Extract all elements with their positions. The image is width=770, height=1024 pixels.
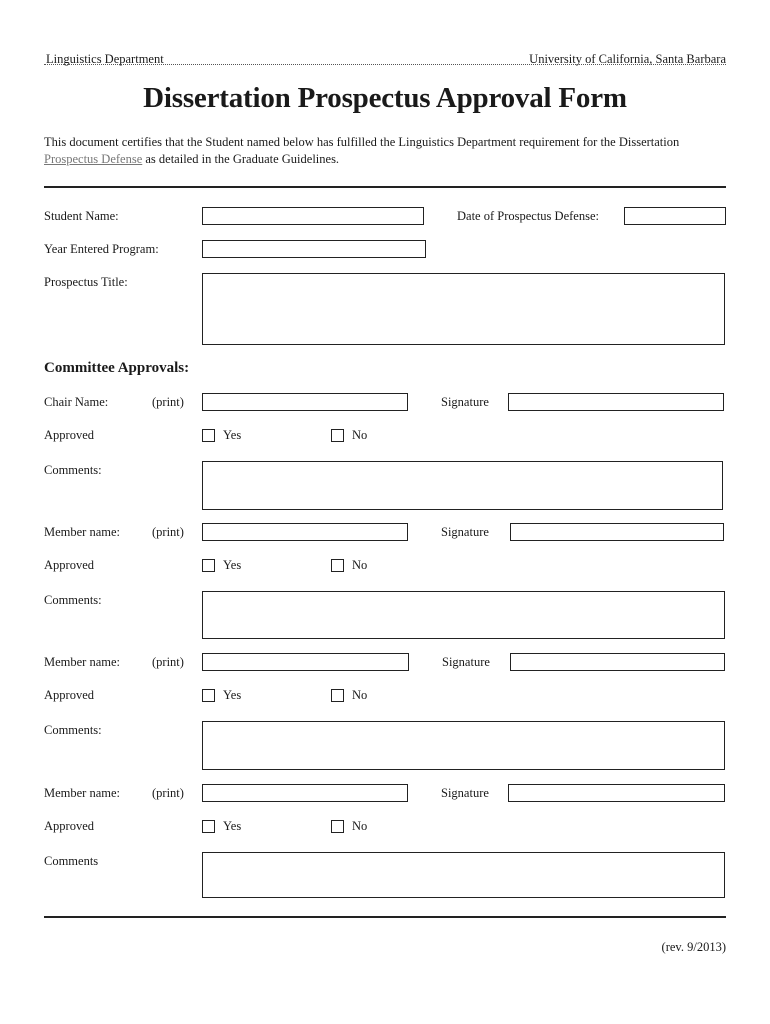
approved-label: Approved — [44, 558, 94, 572]
member-name-field[interactable] — [202, 393, 408, 411]
member-name-field[interactable] — [202, 653, 409, 671]
comments-field[interactable] — [202, 591, 725, 639]
year-entered-label: Year Entered Program: — [44, 242, 159, 256]
student-name-label: Student Name: — [44, 209, 119, 223]
signature-label: Signature — [441, 786, 489, 800]
comments-label: Comments: — [44, 593, 102, 607]
comments-label: Comments: — [44, 463, 102, 477]
approved-label: Approved — [44, 688, 94, 702]
approved-yes-checkbox[interactable] — [202, 429, 215, 442]
approved-yes-checkbox[interactable] — [202, 689, 215, 702]
yes-label: Yes — [223, 688, 242, 702]
approved-yes-checkbox[interactable] — [202, 559, 215, 572]
print-label: (print) — [152, 786, 184, 800]
comments-field[interactable] — [202, 721, 725, 770]
intro-text-before: This document certifies that the Student named below has fulfilled the Linguistics Department requirement for the Dissertation — [44, 135, 680, 149]
signature-field[interactable] — [510, 523, 724, 541]
revision-note: (rev. 9/2013) — [661, 940, 726, 954]
approved-no-checkbox[interactable] — [331, 559, 344, 572]
intro-text-after: as detailed in the Graduate Guidelines. — [142, 152, 340, 166]
comments-field[interactable] — [202, 852, 725, 898]
no-label: No — [352, 428, 368, 442]
yes-label: Yes — [223, 558, 242, 572]
committee-approvals-heading: Committee Approvals: — [44, 360, 190, 376]
member-name-label: Member name: — [44, 786, 121, 800]
no-label: No — [352, 688, 368, 702]
no-label: No — [352, 558, 368, 572]
defense-date-label: Date of Prospectus Defense: — [457, 209, 599, 223]
no-label: No — [352, 819, 368, 833]
student-name-field[interactable] — [202, 207, 424, 225]
member-name-field[interactable] — [202, 784, 408, 802]
top-divider — [44, 186, 726, 188]
comments-label: Comments — [44, 854, 99, 868]
approved-no-checkbox[interactable] — [331, 429, 344, 442]
year-entered-field[interactable] — [202, 240, 426, 258]
yes-label: Yes — [223, 819, 242, 833]
member-name-label: Chair Name: — [44, 395, 109, 409]
university-name: University of California, Santa Barbara — [529, 52, 726, 66]
print-label: (print) — [152, 525, 184, 539]
approved-no-checkbox[interactable] — [331, 689, 344, 702]
approved-no-checkbox[interactable] — [331, 820, 344, 833]
prospectus-defense-link[interactable]: Prospectus Defense — [44, 152, 143, 166]
prospectus-title-label: Prospectus Title: — [44, 275, 128, 289]
comments-field[interactable] — [202, 461, 723, 510]
signature-field[interactable] — [508, 393, 724, 411]
form-title: Dissertation Prospectus Approval Form — [143, 82, 627, 114]
prospectus-title-field[interactable] — [202, 273, 725, 345]
member-name-field[interactable] — [202, 523, 408, 541]
member-name-label: Member name: — [44, 525, 121, 539]
defense-date-field[interactable] — [624, 207, 726, 225]
department-name: Linguistics Department — [46, 52, 164, 66]
signature-field[interactable] — [510, 653, 725, 671]
header-divider — [44, 64, 726, 65]
approved-yes-checkbox[interactable] — [202, 820, 215, 833]
signature-label: Signature — [441, 525, 489, 539]
intro-paragraph — [44, 134, 734, 168]
print-label: (print) — [152, 395, 184, 409]
bottom-divider — [44, 916, 726, 918]
approved-label: Approved — [44, 428, 94, 442]
signature-label: Signature — [442, 655, 490, 669]
yes-label: Yes — [223, 428, 242, 442]
signature-label: Signature — [441, 395, 489, 409]
signature-field[interactable] — [508, 784, 725, 802]
comments-label: Comments: — [44, 723, 102, 737]
print-label: (print) — [152, 655, 184, 669]
member-name-label: Member name: — [44, 655, 121, 669]
approved-label: Approved — [44, 819, 94, 833]
